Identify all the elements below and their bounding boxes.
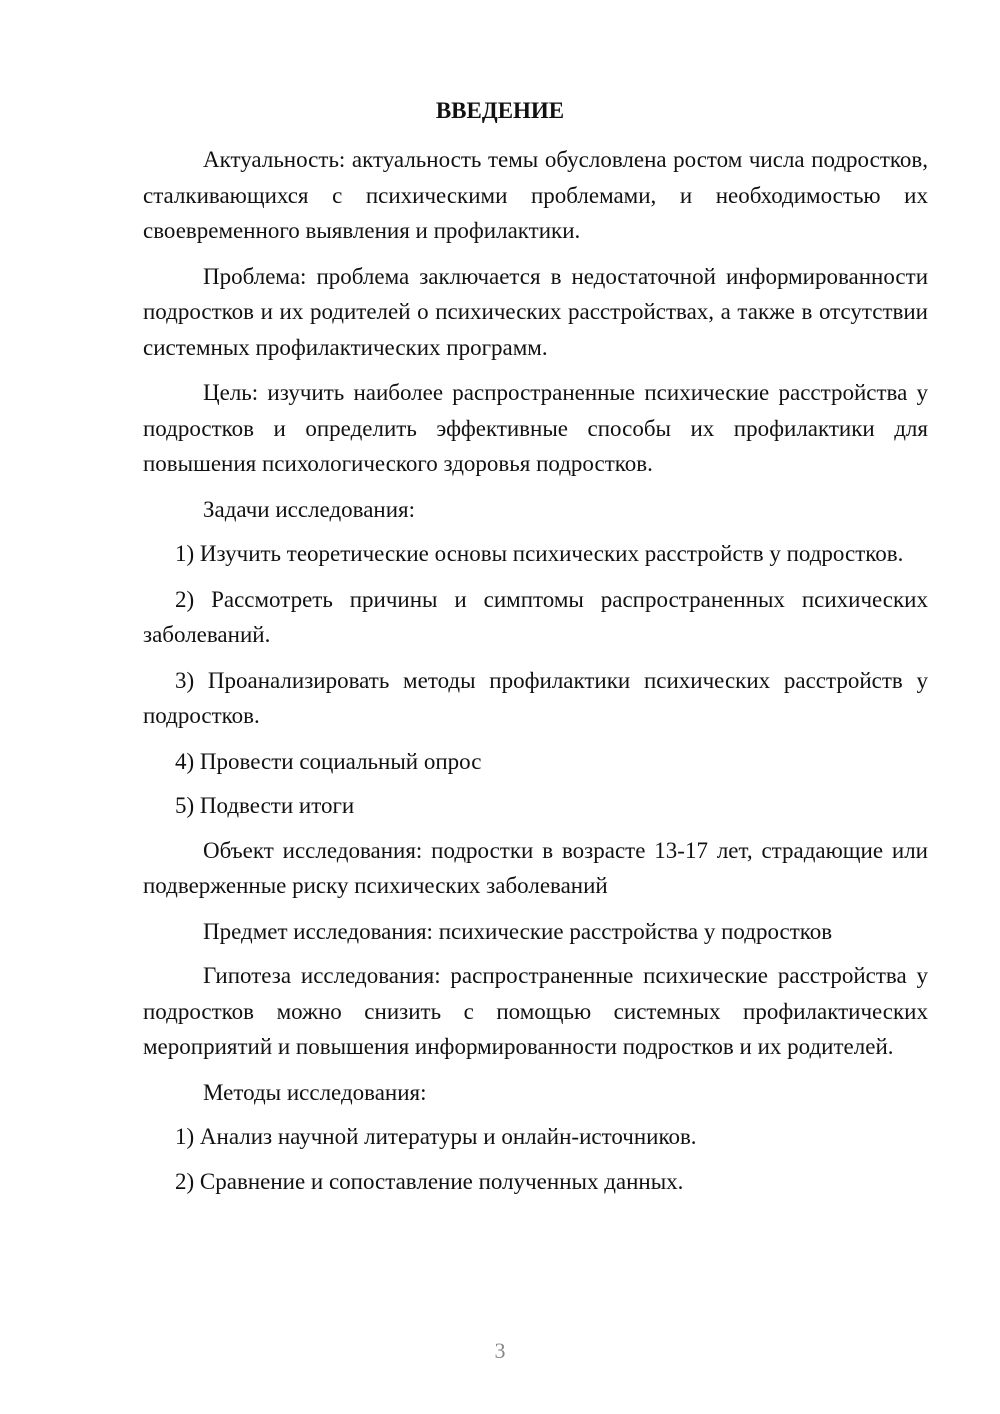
task-item-5: 5) Подвести итоги (175, 793, 355, 818)
task-item-2: 2) Рассмотреть причины и симптомы распространенных психических заболеваний. (143, 586, 928, 647)
page-number: 3 (494, 1338, 506, 1363)
task-item-1: 1) Изучить теоретические основы психических расстройств у подростков. (175, 541, 904, 566)
method-item-1: 1) Анализ научной литературы и онлайн-источников. (175, 1124, 697, 1149)
page-content (143, 142, 928, 1208)
relevance-paragraph: Актуальность: актуальность темы обусловлена ростом числа подростков, сталкивающихся с психическими проблемами, и необходимостью их своевременного выявления и профилактики. (143, 147, 928, 243)
page-title: ВВЕДЕНИЕ (435, 98, 565, 123)
task-item-4: 4) Провести социальный опрос (175, 748, 482, 774)
subject-paragraph: Предмет исследования: психические расстройства у подростков (203, 918, 833, 944)
method-item-2: 2) Сравнение и сопоставление полученных данных. (175, 1168, 684, 1194)
hypothesis-paragraph: Гипотеза исследования: распространенные психические расстройства у подростков можно снизить с помощью системных профилактических мероприятий и повышения информированности подростков и их родителей. (143, 963, 928, 1059)
object-paragraph: Объект исследования: подростки в возрасте 13-17 лет, страдающие или подверженные риску психических заболеваний (143, 837, 928, 898)
goal-paragraph: Цель: изучить наиболее распространенные психические расстройства у подростков и определить эффективные способы их профилактики для повышения психологического здоровья подростков. (143, 380, 928, 476)
problem-paragraph: Проблема: проблема заключается в недостаточной информированности подростков и их родителей о психических расстройствах, а также в отсутствии системных профилактических программ. (143, 263, 928, 360)
tasks-heading: Задачи исследования: (203, 496, 416, 522)
methods-heading: Методы исследования: (203, 1079, 427, 1105)
task-item-3: 3) Проанализировать методы профилактики психических расстройств у подростков. (143, 667, 928, 728)
